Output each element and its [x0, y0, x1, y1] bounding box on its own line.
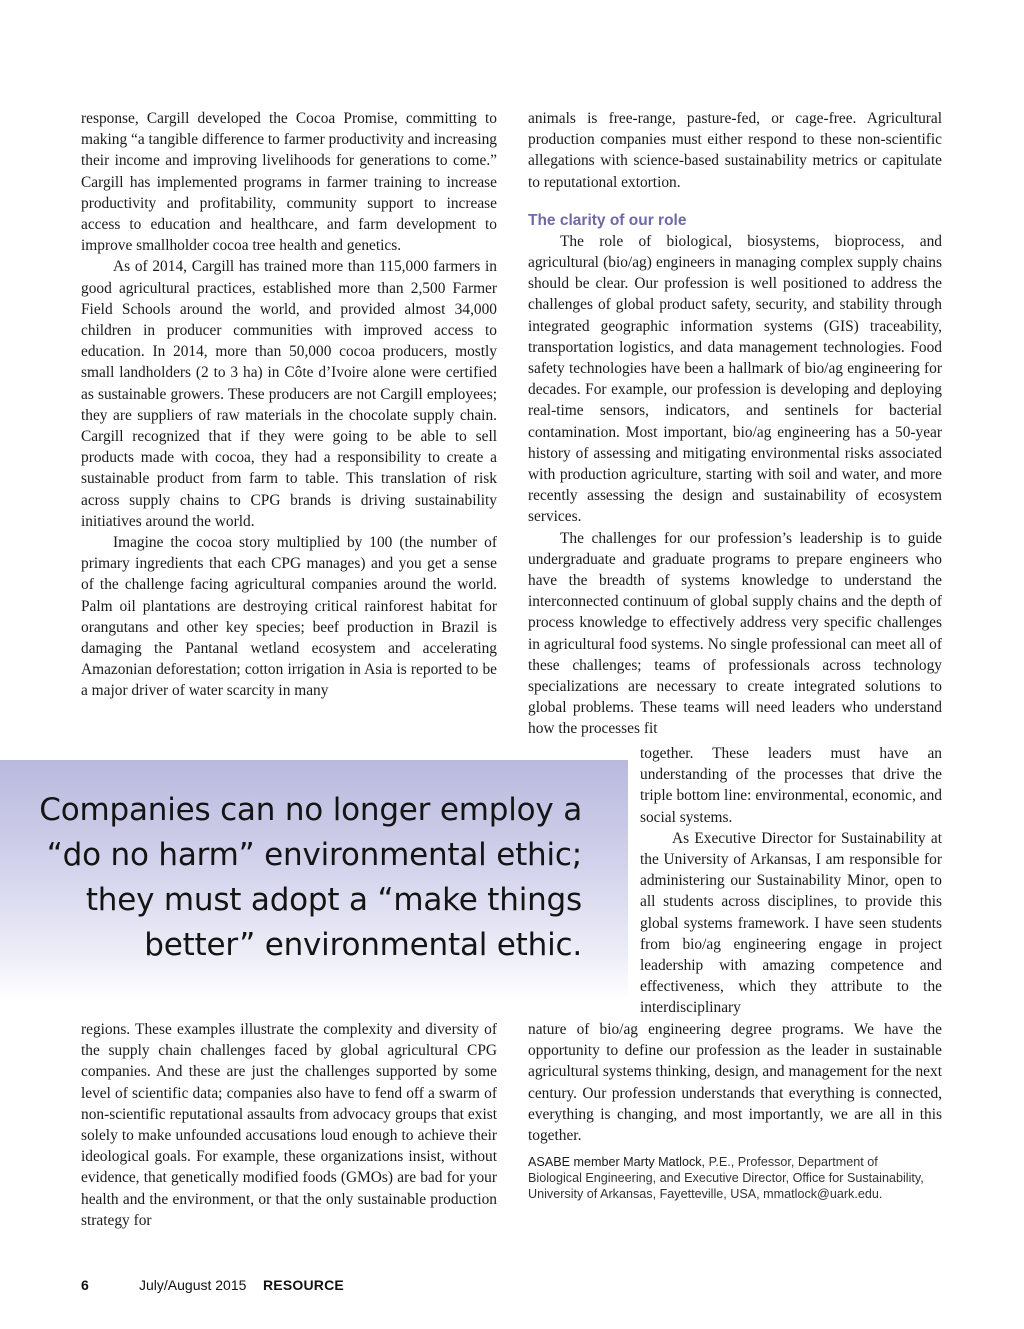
- author-bio: [528, 1154, 928, 1202]
- pull-quote-line: Companies can no longer employ a: [39, 792, 582, 828]
- body-paragraph: together. These leaders must have an understanding of the processes that drive the triple bottom line: environmental, economic, and social systems.: [640, 745, 942, 826]
- section-subhead: The clarity of our role: [528, 211, 687, 229]
- article-column-right-narrow: [640, 743, 942, 1019]
- article-column-right-top: [528, 108, 942, 740]
- body-paragraph: The role of biological, biosystems, bioprocess, and agricultural (bio/ag) engineers in managing complex supply chains should be clear. Our profession is well positioned to address the challenges of global product safety, security, and stability through integrated geographic information systems (GIS) traceability, transportation logistics, and data management technologies. Food safety technologies have been a hallmark of bio/ag engineering for decades. For example, our profession is developing and deploying real-time sensors, indicators, and sentinels for bacterial contamination. Most important, bio/ag engineering has a 50-year history of assessing and mitigating environmental risks associated with production agriculture, starting with soil and water, and more recently assessing the design and sustainability of ecosystem services.: [528, 232, 942, 526]
- issue-date: July/August 2015: [139, 1277, 247, 1293]
- body-paragraph: animals is free-range, pasture-fed, or cage-free. Agricultural production companies must either respond to these non-scientific allegations with science-based sustainability metrics or capitulate to reputational extortion.: [528, 110, 942, 191]
- article-column-right-bottom: [528, 1019, 942, 1146]
- magazine-name: RESOURCE: [263, 1277, 344, 1293]
- pull-quote-line: they must adopt a “make things: [85, 882, 582, 918]
- pull-quote-line: “do no harm” environmental ethic;: [46, 837, 582, 873]
- body-paragraph: nature of bio/ag engineering degree programs. We have the opportunity to define our profession as the leader in sustainable agricultural systems thinking, design, and management for the next century. Our profession understands that everything is connected, everything is changing, and most importantly, we are all in this together.: [528, 1021, 942, 1145]
- pull-quote-line: better” environmental ethic.: [144, 927, 582, 963]
- body-paragraph: Imagine the cocoa story multiplied by 100 (the number of primary ingredients that each CPG manages) and you get a sense of the challenge facing agricultural companies around the world. Palm oil plantations are destroying critical rainforest habitat for orangutans and other key species; beef production in Brazil is damaging the Pantanal wetland ecosystem and accelerating Amazonian deforestation; cotton irrigation in Asia is reported to be a major driver of water scarcity in many: [81, 534, 497, 700]
- body-paragraph: regions. These examples illustrate the complexity and diversity of the supply chain challenges faced by global agricultural CPG companies. And these are just the challenges supported by some level of scientific data; companies also have to fend off a swarm of non-scientific reputational assaults from advocacy groups that exist solely to make unfounded accusations loud enough to achieve their ideological goals. For example, these organizations insist, without evidence, that genetically modified foods (GMOs) are bad for your health and the environment, or that the only sustainable production strategy for: [81, 1021, 497, 1229]
- body-paragraph: As Executive Director for Sustainability at the University of Arkansas, I am responsible for administering our Sustainability Minor, open to all students across disciplines, to provide this global systems framework. I have seen students from bio/ag engineering engage in project leadership with amazing competence and effectiveness, which they attribute to the interdisciplinary: [640, 829, 942, 1017]
- article-column-left-top: [81, 108, 497, 702]
- pull-quote: [0, 760, 628, 1000]
- page-number: 6: [81, 1277, 89, 1293]
- body-paragraph: response, Cargill developed the Cocoa Promise, committing to making “a tangible difference to farmer productivity and increasing their income and improving livelihoods for generations to come.” Cargill has implemented programs in farmer training to increase productivity and profitability, community support to increase access to education and healthcare, and farm development to improve smallholder cocoa tree health and genetics.: [81, 110, 497, 255]
- pull-quote-text: [22, 788, 582, 968]
- body-paragraph: As of 2014, Cargill has trained more than 115,000 farmers in good agricultural practices, established more than 2,500 Farmer Field Schools around the world, and provided almost 34,000 children in producer communities with improved access to education. In 2014, more than 50,000 cocoa producers, mostly small landholders (2 to 3 ha) in Côte d’Ivoire alone were certified as sustainable growers. These producers are not Cargill employees; they are suppliers of raw materials in the chocolate supply chain. Cargill recognized that if they were going to be able to sell products made with cocoa, they had a responsibility to create a sustainable product from farm to table. This translation of risk across supply chains to CPG brands is driving sustainability initiatives around the world.: [81, 258, 497, 530]
- author-details: P.E., Professor, Department of Biological Engineering, and Executive Director, Office for Sustainability, University of Arkansas, Fayetteville, USA, mmatlock@uark.edu.: [528, 1155, 924, 1201]
- article-column-left-bottom: [81, 1019, 497, 1231]
- body-paragraph: The challenges for our profession’s leadership is to guide undergraduate and graduate programs to prepare engineers who have the breadth of systems knowledge to understand the interconnected continuum of global supply chains and the depth of process knowledge to effectively address very specific challenges in agricultural food systems. No single professional can meet all of these challenges; teams of professionals across technology specializations are necessary to create integrated solutions to global problems. These teams will need leaders who understand how the processes fit: [528, 529, 942, 738]
- author-name: ASABE member Marty Matlock,: [528, 1155, 706, 1169]
